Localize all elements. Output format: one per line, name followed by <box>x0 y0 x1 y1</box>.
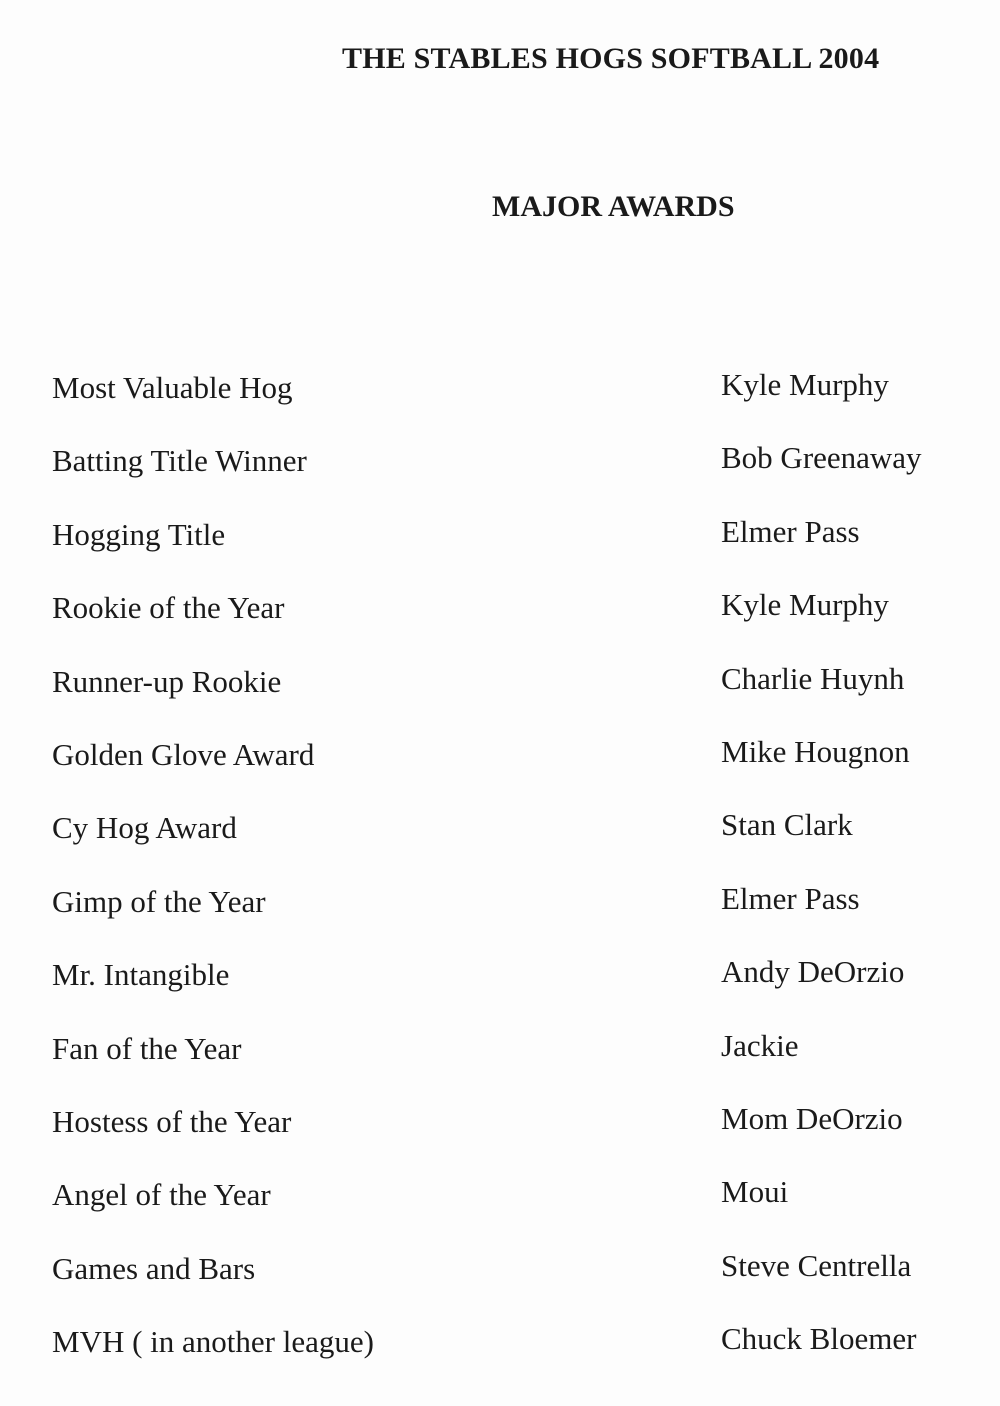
award-winner: Kyle Murphy <box>721 367 889 402</box>
award-name: Golden Glove Award <box>52 736 315 772</box>
award-row <box>0 660 1000 737</box>
award-name: Cy Hog Award <box>52 810 237 846</box>
award-row <box>0 367 1000 443</box>
award-winner: Chuck Bloemer <box>721 1321 917 1357</box>
award-row <box>0 513 1000 590</box>
award-winner: Elmer Pass <box>721 513 860 549</box>
award-winner: Bob Greenaway <box>721 440 922 476</box>
award-name: Batting Title Winner <box>52 443 307 479</box>
award-name: Rookie of the Year <box>52 590 285 626</box>
award-row <box>0 1247 1000 1324</box>
award-name: Games and Bars <box>52 1250 256 1286</box>
award-winner: Elmer Pass <box>721 880 860 916</box>
section-heading: MAJOR AWARDS <box>492 190 735 223</box>
award-winner: Mom DeOrzio <box>721 1100 903 1136</box>
award-winner: Mike Hougnon <box>721 733 910 769</box>
award-winner: Kyle Murphy <box>721 587 889 623</box>
document-title: THE STABLES HOGS SOFTBALL 2004 <box>342 42 880 75</box>
award-winner: Andy DeOrzio <box>721 954 905 990</box>
award-winner: Steve Centrella <box>721 1247 912 1283</box>
award-winner: Moui <box>721 1174 789 1210</box>
award-name: Gimp of the Year <box>52 883 266 919</box>
award-winner: Charlie Huynh <box>721 660 905 696</box>
award-name: Angel of the Year <box>52 1177 271 1213</box>
award-winner: Jackie <box>721 1027 799 1063</box>
award-row <box>0 1174 1000 1250</box>
award-name: Runner-up Rookie <box>52 663 282 699</box>
award-winner: Stan Clark <box>721 807 853 843</box>
award-row <box>0 1027 1000 1104</box>
award-row <box>0 954 1000 1030</box>
award-name: Fan of the Year <box>52 1030 242 1066</box>
award-name: Hogging Title <box>52 516 226 552</box>
award-name: Mr. Intangible <box>52 957 230 993</box>
award-row <box>0 733 1000 810</box>
award-name: Most Valuable Hog <box>52 370 293 405</box>
award-row <box>0 587 1000 663</box>
award-name: MVH ( in another league) <box>52 1324 374 1360</box>
award-row <box>0 440 1000 516</box>
award-row <box>0 880 1000 957</box>
awards-list <box>0 367 1000 1397</box>
award-row <box>0 1100 1000 1177</box>
award-row <box>0 1321 1000 1397</box>
award-row <box>0 807 1000 883</box>
award-name: Hostess of the Year <box>52 1103 292 1139</box>
